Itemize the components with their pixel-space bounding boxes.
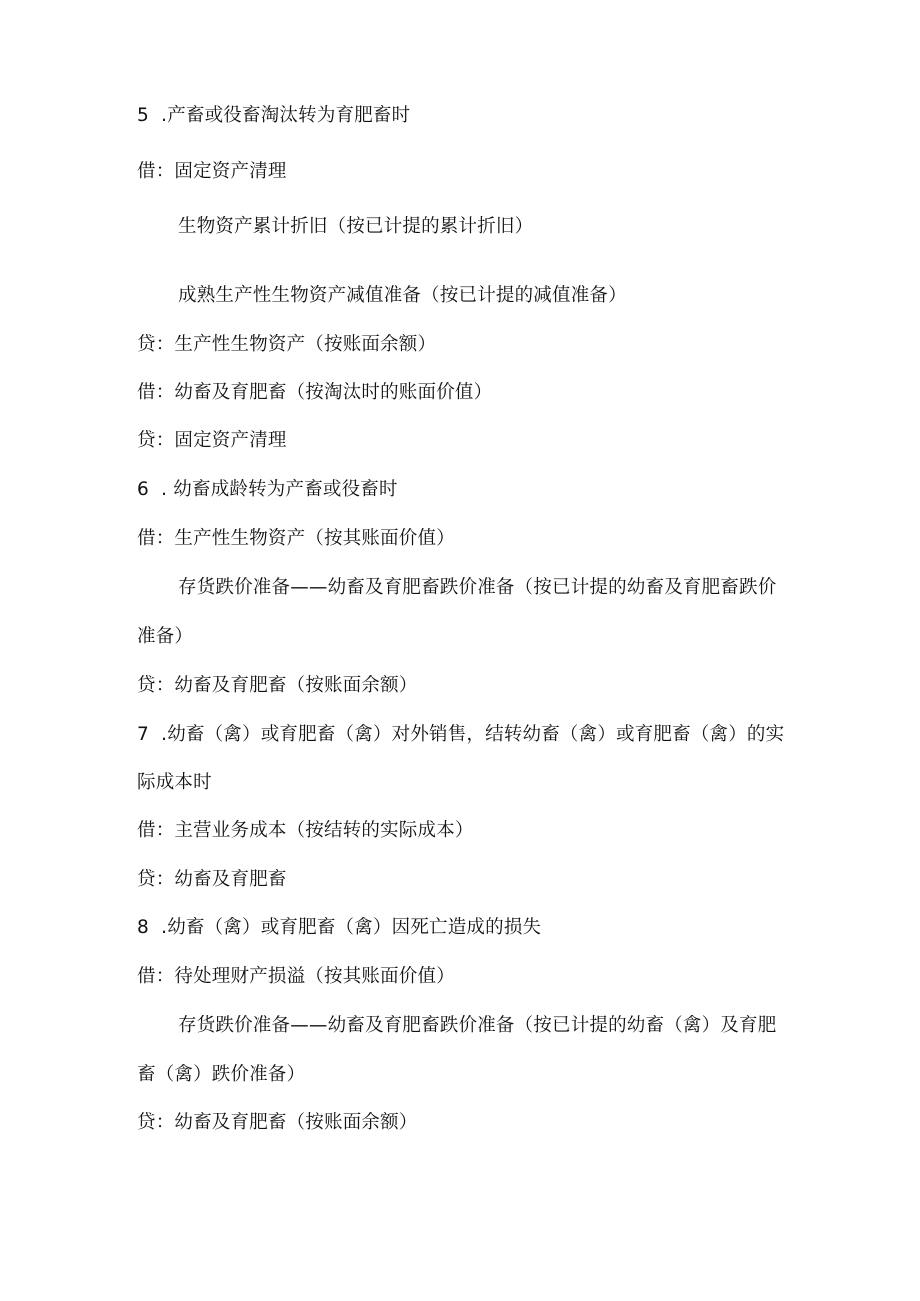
section-8-heading: 8 .幼畜（禽）或育肥畜（禽）因死亡造成的损失: [137, 917, 542, 938]
section-7-heading: 7 .幼畜（禽）或育肥畜（禽）对外销售，结转幼畜（禽）或育肥畜（禽）的实: [137, 724, 785, 745]
entry-debit-line: 借：主营业务成本（按结转的实际成本）: [137, 820, 474, 841]
entry-credit-line: 贷：幼畜及育肥畜（按账面余额）: [137, 675, 418, 696]
entry-wrapped-line: 畜（禽）跌价准备）: [137, 1064, 306, 1085]
entry-credit-line: 贷：生产性生物资产（按账面余额）: [137, 334, 437, 355]
entry-credit-line: 贷：幼畜及育肥畜（按账面余额）: [137, 1112, 418, 1133]
section-5-heading: 5 .产畜或役畜淘汰转为育肥畜时: [137, 105, 411, 126]
entry-continuation-line: 存货跌价准备——幼畜及育肥畜跌价准备（按已计提的幼畜（禽）及育肥: [178, 1015, 777, 1036]
entry-wrapped-line: 准备）: [137, 626, 194, 647]
entry-debit-line: 借：固定资产清理: [137, 161, 287, 182]
entry-credit-line: 贷：幼畜及育肥畜: [137, 869, 287, 890]
heading-wrapped-line: 际成本时: [137, 772, 212, 793]
entry-continuation-line: 存货跌价准备——幼畜及育肥畜跌价准备（按已计提的幼畜及育肥畜跌价: [178, 577, 777, 598]
entry-debit-line: 借：幼畜及育肥畜（按淘汰时的账面价值）: [137, 382, 493, 403]
entry-credit-line: 贷：固定资产清理: [137, 430, 287, 451]
entry-debit-line: 借：生产性生物资产（按其账面价值）: [137, 528, 455, 549]
entry-continuation-line: 成熟生产性生物资产减值准备（按已计提的减值准备）: [178, 285, 627, 306]
entry-debit-line: 借：待处理财产损溢（按其账面价值）: [137, 966, 455, 987]
entry-continuation-line: 生物资产累计折旧（按已计提的累计折旧）: [178, 216, 534, 237]
section-6-heading: 6 . 幼畜成龄转为产畜或役畜时: [137, 479, 398, 500]
